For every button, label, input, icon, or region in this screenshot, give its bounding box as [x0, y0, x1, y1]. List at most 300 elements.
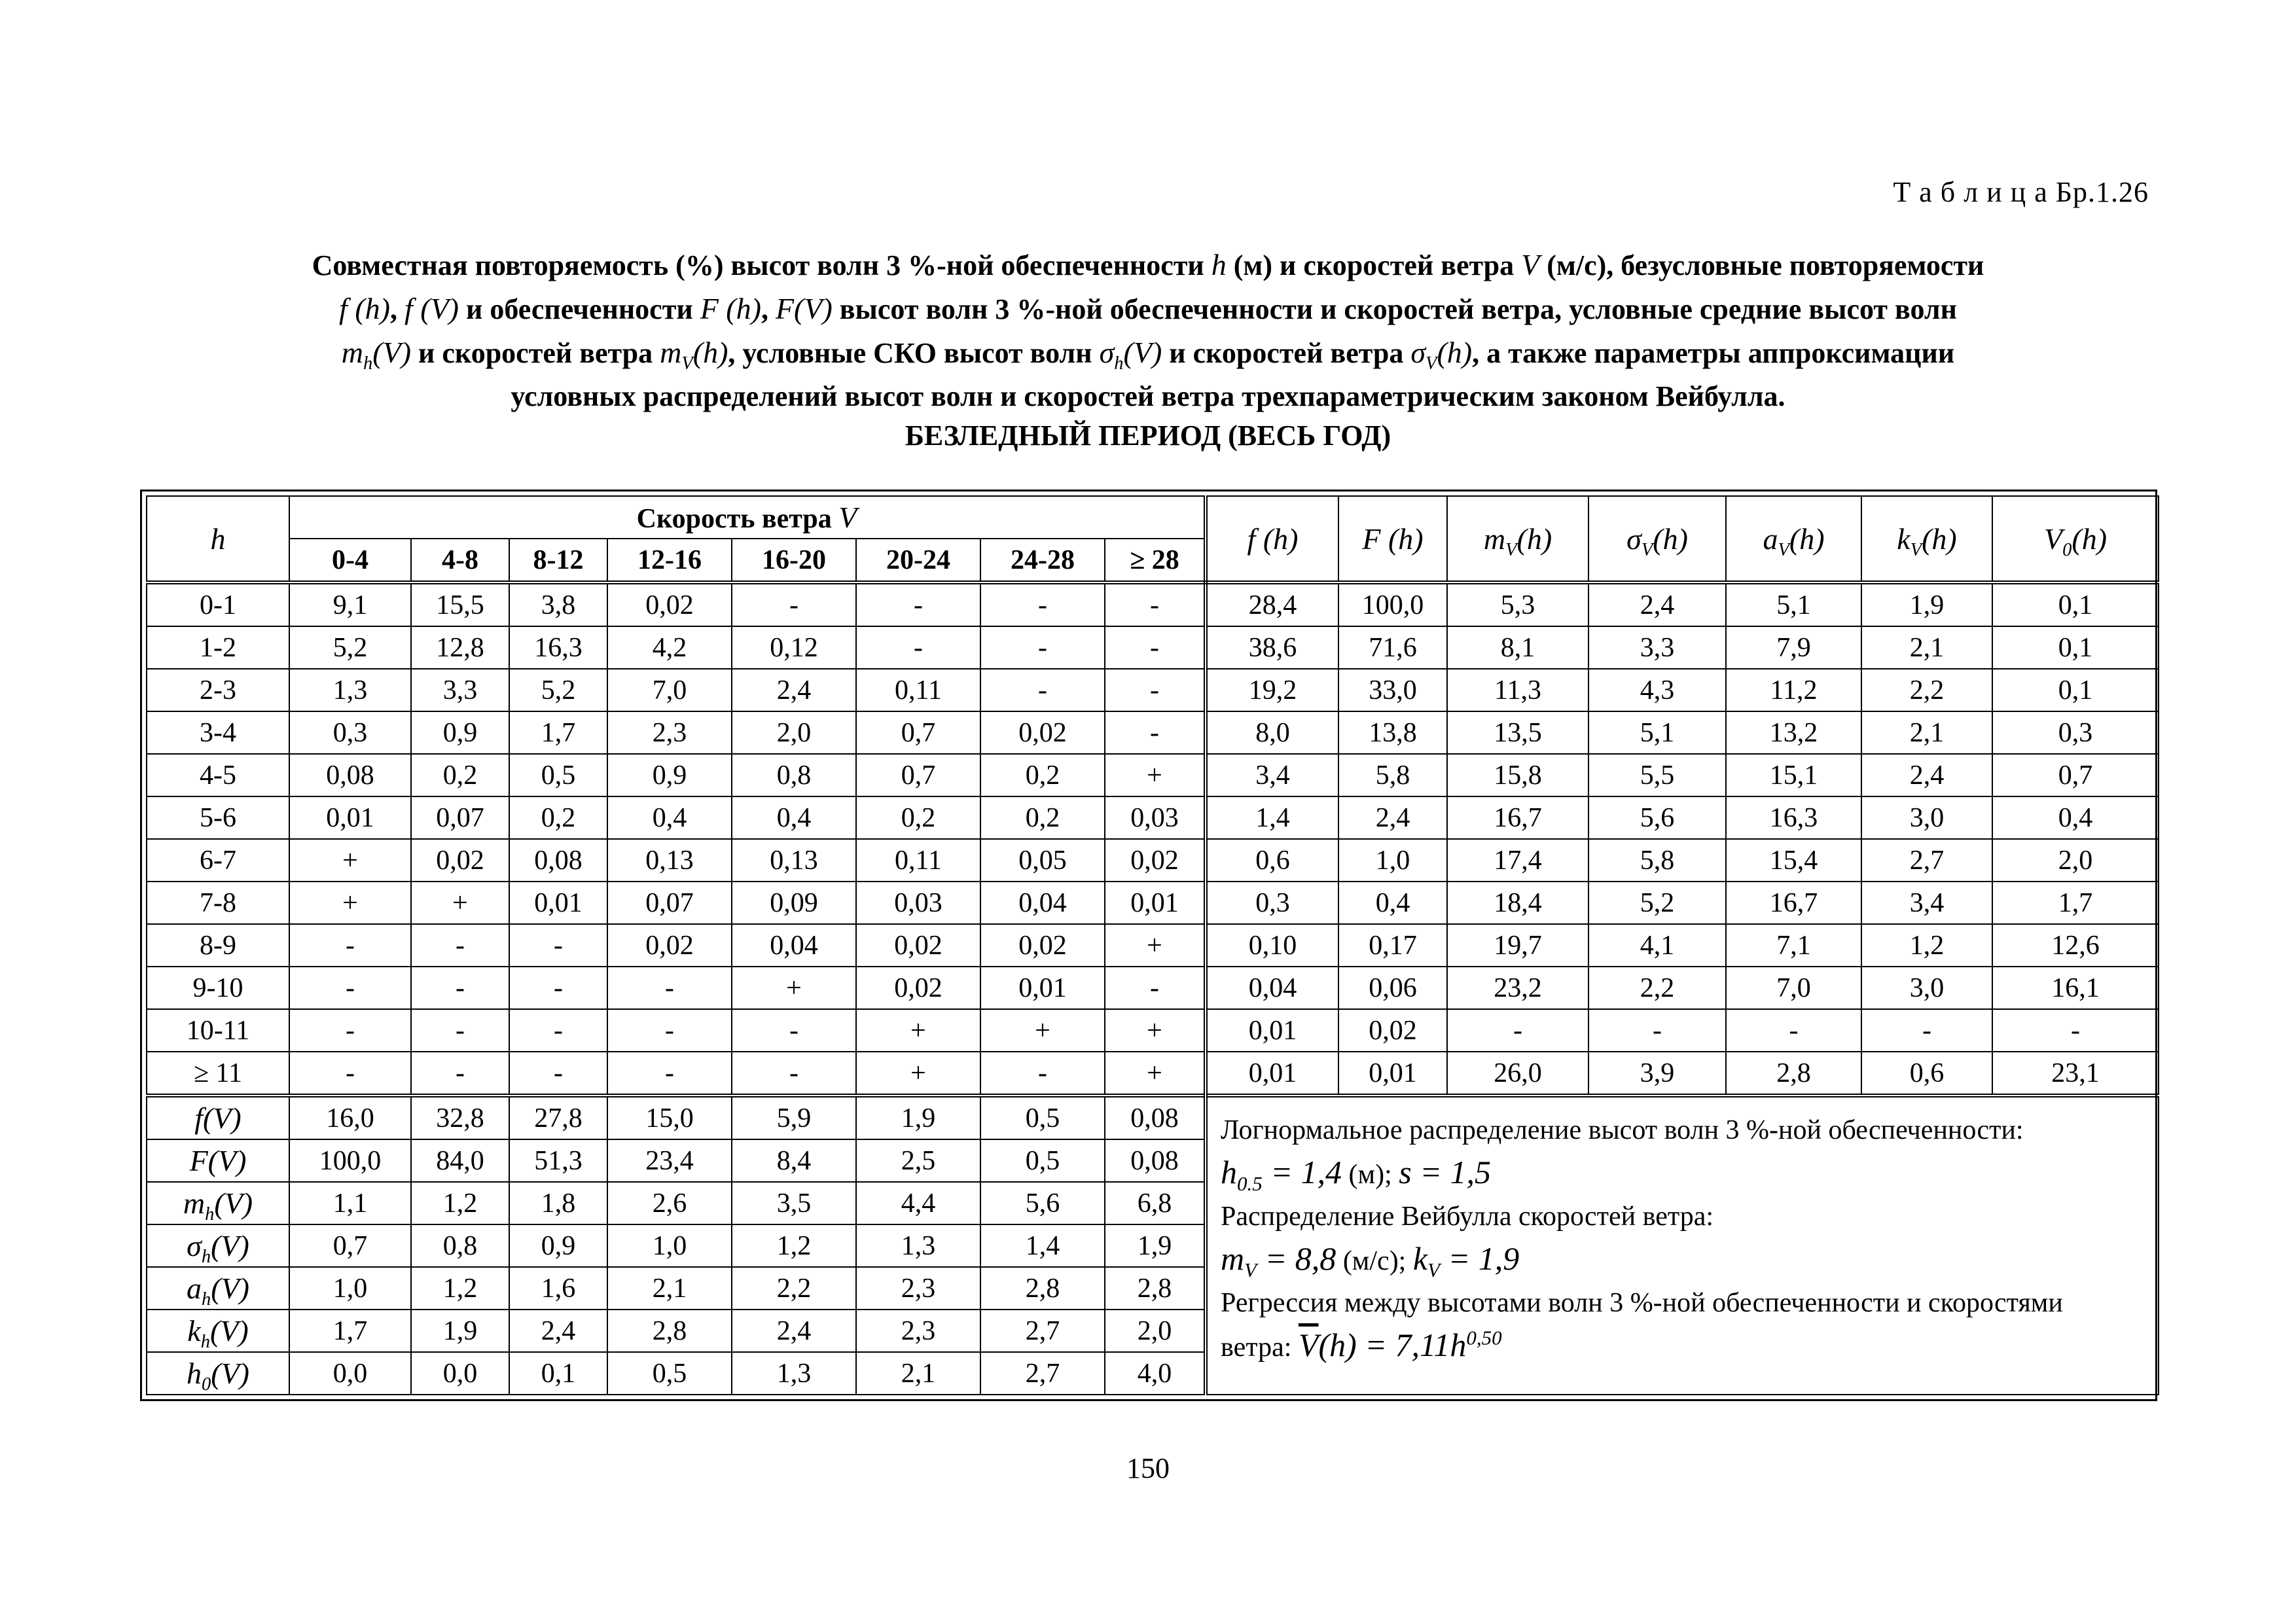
frequency-cell: 0,08	[289, 754, 411, 796]
h-range-cell: ≥ 11	[147, 1052, 289, 1096]
stat-cell: 5,8	[1338, 754, 1447, 796]
speed-stat-cell: 1,8	[509, 1182, 607, 1224]
table-row	[147, 967, 2159, 1009]
frequency-cell: -	[1105, 967, 1206, 1009]
frequency-cell: 0,02	[607, 582, 732, 626]
stat-cell: 0,01	[1206, 1009, 1338, 1052]
stat-cell: 2,1	[1861, 626, 1992, 669]
table-row	[147, 1052, 2159, 1096]
stat-cell: 2,4	[1338, 796, 1447, 839]
speed-stat-cell: 27,8	[509, 1096, 607, 1139]
frequency-cell: -	[607, 1009, 732, 1052]
speed-stat-cell: 0,08	[1105, 1139, 1206, 1182]
stat-cell: 7,9	[1726, 626, 1861, 669]
h-range-cell: 9-10	[147, 967, 289, 1009]
frequency-cell: 0,12	[732, 626, 856, 669]
frequency-cell: -	[607, 1052, 732, 1096]
frequency-cell: -	[411, 1009, 509, 1052]
frequency-cell: 3,8	[509, 582, 607, 626]
stat-cell: 0,6	[1206, 839, 1338, 882]
h-range-cell: 1-2	[147, 626, 289, 669]
stat-cell: 2,2	[1588, 967, 1726, 1009]
speed-stat-cell: 0,5	[607, 1352, 732, 1395]
stat-cell: 0,3	[1992, 711, 2159, 754]
stat-cell: 3,0	[1861, 967, 1992, 1009]
frequency-cell: 0,7	[856, 754, 980, 796]
frequency-cell: 0,11	[856, 669, 980, 711]
h-range-cell: 7-8	[147, 882, 289, 924]
speed-stat-cell: 1,9	[411, 1310, 509, 1352]
speed-stat-cell: 2,4	[732, 1310, 856, 1352]
stat-header-1: F (h)	[1338, 496, 1447, 582]
speed-stat-cell: 0,5	[980, 1139, 1105, 1182]
frequency-cell: 1,7	[509, 711, 607, 754]
speed-stat-label: $a_h(V)$	[147, 1267, 289, 1310]
table-row	[147, 882, 2159, 924]
speed-stat-row	[147, 1096, 2159, 1139]
speed-stat-cell: 0,9	[509, 1224, 607, 1267]
frequency-cell: 0,03	[1105, 796, 1206, 839]
speed-stat-cell: 1,6	[509, 1267, 607, 1310]
frequency-cell: -	[607, 967, 732, 1009]
speed-stat-cell: 0,08	[1105, 1096, 1206, 1139]
frequency-cell: 0,8	[732, 754, 856, 796]
stat-cell: 0,6	[1861, 1052, 1992, 1096]
frequency-cell: 2,3	[607, 711, 732, 754]
stat-cell: 0,01	[1206, 1052, 1338, 1096]
speed-stat-label: F(V)	[147, 1139, 289, 1182]
speed-stat-cell: 4,0	[1105, 1352, 1206, 1395]
frequency-cell: 16,3	[509, 626, 607, 669]
frequency-cell: -	[411, 924, 509, 967]
frequency-cell: 4,2	[607, 626, 732, 669]
approximation-summary	[1206, 1096, 2159, 1395]
frequency-cell: 0,9	[411, 711, 509, 754]
h-range-cell: 5-6	[147, 796, 289, 839]
stat-cell: 2,2	[1861, 669, 1992, 711]
h-range-cell: 0-1	[147, 582, 289, 626]
speed-stat-label: $m_h(V)$	[147, 1182, 289, 1224]
stat-cell: 0,17	[1338, 924, 1447, 967]
frequency-cell: 0,04	[732, 924, 856, 967]
stat-cell: 0,1	[1992, 669, 2159, 711]
table-caption	[131, 243, 2165, 454]
speed-stat-cell: 100,0	[289, 1139, 411, 1182]
frequency-cell: 0,02	[980, 924, 1105, 967]
frequency-cell: -	[980, 582, 1105, 626]
stat-cell: 33,0	[1338, 669, 1447, 711]
stat-cell: 1,9	[1861, 582, 1992, 626]
frequency-cell: 0,04	[980, 882, 1105, 924]
table-row	[147, 796, 2159, 839]
stat-cell: 0,10	[1206, 924, 1338, 967]
frequency-cell: 0,02	[856, 967, 980, 1009]
stat-header-3: $\sigma_V(h)$	[1588, 496, 1726, 582]
stat-cell: 5,2	[1588, 882, 1726, 924]
h-range-cell: 4-5	[147, 754, 289, 796]
speed-stat-label: f(V)	[147, 1096, 289, 1139]
stat-cell: 8,1	[1447, 626, 1588, 669]
stat-cell: 71,6	[1338, 626, 1447, 669]
frequency-cell: -	[1105, 626, 1206, 669]
speed-stat-cell: 2,0	[1105, 1310, 1206, 1352]
h-range-cell: 10-11	[147, 1009, 289, 1052]
frequency-cell: +	[289, 882, 411, 924]
stat-cell: 8,0	[1206, 711, 1338, 754]
stat-cell: 4,1	[1588, 924, 1726, 967]
stat-cell: 2,4	[1861, 754, 1992, 796]
stat-cell: 0,4	[1338, 882, 1447, 924]
speed-stat-cell: 2,7	[980, 1310, 1105, 1352]
speed-stat-cell: 0,0	[411, 1352, 509, 1395]
table-row	[147, 711, 2159, 754]
frequency-cell: 0,02	[411, 839, 509, 882]
speed-stat-cell: 2,3	[856, 1267, 980, 1310]
speed-stat-cell: 6,8	[1105, 1182, 1206, 1224]
stat-header-2: $m_V(h)$	[1447, 496, 1588, 582]
stat-cell: 5,1	[1726, 582, 1861, 626]
frequency-cell: 0,4	[607, 796, 732, 839]
stat-cell: 16,7	[1447, 796, 1588, 839]
stat-cell: 2,0	[1992, 839, 2159, 882]
speed-stat-cell: 23,4	[607, 1139, 732, 1182]
speed-bin-header: 12-16	[607, 539, 732, 582]
h-column-header: h	[147, 496, 289, 582]
speed-bin-header: 8-12	[509, 539, 607, 582]
frequency-cell: 0,07	[411, 796, 509, 839]
frequency-cell: -	[289, 967, 411, 1009]
frequency-cell: 2,0	[732, 711, 856, 754]
lognormal-params: $h_{0.5} = 1,4$ (м); s = 1,5	[1221, 1154, 1491, 1195]
table-row	[147, 582, 2159, 626]
speed-stat-cell: 2,4	[509, 1310, 607, 1352]
stat-cell: -	[1588, 1009, 1726, 1052]
speed-stat-cell: 1,0	[607, 1224, 732, 1267]
table-row	[147, 1009, 2159, 1052]
speed-stat-cell: 2,3	[856, 1310, 980, 1352]
frequency-cell: 5,2	[509, 669, 607, 711]
stat-cell: 5,5	[1588, 754, 1726, 796]
stat-cell: 0,06	[1338, 967, 1447, 1009]
frequency-cell: -	[980, 1052, 1105, 1096]
speed-stat-cell: 2,6	[607, 1182, 732, 1224]
frequency-cell: -	[509, 924, 607, 967]
stat-cell: 28,4	[1206, 582, 1338, 626]
weibull-title: Распределение Вейбулла скоростей ветра:	[1221, 1202, 1714, 1232]
frequency-cell: 7,0	[607, 669, 732, 711]
stat-cell: 1,0	[1338, 839, 1447, 882]
stat-cell: 5,6	[1588, 796, 1726, 839]
frequency-cell: -	[509, 1052, 607, 1096]
stat-header-6: $V_0(h)$	[1992, 496, 2159, 582]
speed-stat-label: $h_0(V)$	[147, 1352, 289, 1395]
lognormal-title: Логнормальное распределение высот волн 3 %-ной обеспеченности:	[1221, 1115, 2024, 1145]
table-row	[147, 626, 2159, 669]
speed-stat-cell: 1,9	[856, 1096, 980, 1139]
frequency-cell: +	[289, 839, 411, 882]
table-row	[147, 839, 2159, 882]
frequency-cell: -	[1105, 582, 1206, 626]
speed-stat-cell: 2,7	[980, 1352, 1105, 1395]
frequency-cell: -	[1105, 669, 1206, 711]
frequency-cell: +	[980, 1009, 1105, 1052]
stat-cell: 4,3	[1588, 669, 1726, 711]
frequency-cell: 0,03	[856, 882, 980, 924]
frequency-cell: -	[509, 1009, 607, 1052]
stat-cell: 1,7	[1992, 882, 2159, 924]
frequency-cell: 0,13	[607, 839, 732, 882]
regression-title: Регрессия между высотами волн 3 %-ной обеспеченности и скоростями	[1221, 1288, 2063, 1318]
stat-cell: -	[1861, 1009, 1992, 1052]
stat-cell: 5,3	[1447, 582, 1588, 626]
stat-cell: 3,4	[1861, 882, 1992, 924]
stat-cell: 3,4	[1206, 754, 1338, 796]
wave-wind-table-frame	[140, 490, 2157, 1401]
frequency-cell: +	[1105, 924, 1206, 967]
stat-cell: 23,1	[1992, 1052, 2159, 1096]
stat-cell: 3,3	[1588, 626, 1726, 669]
stat-cell: 11,2	[1726, 669, 1861, 711]
frequency-cell: +	[411, 882, 509, 924]
speed-stat-cell: 2,8	[1105, 1267, 1206, 1310]
frequency-cell: 0,7	[856, 711, 980, 754]
frequency-cell: +	[1105, 1052, 1206, 1096]
h-range-cell: 8-9	[147, 924, 289, 967]
speed-stat-cell: 0,5	[980, 1096, 1105, 1139]
speed-stat-cell: 2,8	[607, 1310, 732, 1352]
stat-cell: 0,1	[1992, 582, 2159, 626]
stat-cell: 7,1	[1726, 924, 1861, 967]
frequency-cell: -	[509, 967, 607, 1009]
speed-stat-label: $\sigma_h(V)$	[147, 1224, 289, 1267]
stat-cell: 0,3	[1206, 882, 1338, 924]
frequency-cell: 0,4	[732, 796, 856, 839]
frequency-cell: 0,07	[607, 882, 732, 924]
speed-stat-cell: 0,7	[289, 1224, 411, 1267]
stat-cell: 13,2	[1726, 711, 1861, 754]
table-row	[147, 669, 2159, 711]
stat-cell: 2,1	[1861, 711, 1992, 754]
speed-stat-cell: 0,8	[411, 1224, 509, 1267]
stat-cell: 2,4	[1588, 582, 1726, 626]
stat-cell: 5,1	[1588, 711, 1726, 754]
wave-wind-table	[146, 495, 2159, 1395]
frequency-cell: 2,4	[732, 669, 856, 711]
frequency-cell: 15,5	[411, 582, 509, 626]
table-row	[147, 754, 2159, 796]
stat-cell: 0,02	[1338, 1009, 1447, 1052]
caption-line-1: Совместная повторяемость (%) высот волн 3 %-ной обеспеченности h (м) и скоростей ветра V (м/с), безусловные повторяемости	[312, 248, 1984, 281]
frequency-cell: 0,11	[856, 839, 980, 882]
frequency-cell: 0,9	[607, 754, 732, 796]
stat-cell: 12,6	[1992, 924, 2159, 967]
speed-stat-cell: 16,0	[289, 1096, 411, 1139]
stat-cell: 5,8	[1588, 839, 1726, 882]
speed-stat-cell: 0,1	[509, 1352, 607, 1395]
frequency-cell: 0,5	[509, 754, 607, 796]
header-row	[147, 496, 2159, 539]
speed-stat-cell: 32,8	[411, 1096, 509, 1139]
stat-cell: 11,3	[1447, 669, 1588, 711]
stat-header-4: $a_V(h)$	[1726, 496, 1861, 582]
frequency-cell: 0,2	[509, 796, 607, 839]
frequency-cell: -	[289, 1009, 411, 1052]
speed-stat-cell: 1,9	[1105, 1224, 1206, 1267]
speed-stat-cell: 1,2	[732, 1224, 856, 1267]
frequency-cell: 0,02	[1105, 839, 1206, 882]
caption-line-4: условных распределений высот волн и скоростей ветра трехпараметрическим законом Вейбулла.	[511, 380, 1785, 412]
frequency-cell: -	[856, 582, 980, 626]
stat-header-0: f (h)	[1206, 496, 1338, 582]
frequency-cell: 0,2	[980, 754, 1105, 796]
stat-cell: 19,7	[1447, 924, 1588, 967]
frequency-cell: 0,02	[607, 924, 732, 967]
speed-stat-cell: 1,4	[980, 1224, 1105, 1267]
speed-bin-header: 16-20	[732, 539, 856, 582]
stat-cell: 15,1	[1726, 754, 1861, 796]
speed-stat-cell: 1,3	[856, 1224, 980, 1267]
frequency-cell: 0,02	[856, 924, 980, 967]
frequency-cell: 0,2	[980, 796, 1105, 839]
frequency-cell: 9,1	[289, 582, 411, 626]
caption-line-3: $m_h(V)$ и скоростей ветра $m_V(h)$, условные СКО высот волн $\sigma_h(V)$ и скоростей ветра $\sigma_V(h)$, а также параметры аппроксимации	[341, 336, 1955, 374]
stat-cell: 0,1	[1992, 626, 2159, 669]
frequency-cell: 0,01	[1105, 882, 1206, 924]
frequency-cell: 0,01	[289, 796, 411, 839]
stat-cell: 0,4	[1992, 796, 2159, 839]
stat-cell: 16,3	[1726, 796, 1861, 839]
speed-stat-cell: 1,0	[289, 1267, 411, 1310]
stat-cell: 13,8	[1338, 711, 1447, 754]
stat-cell: 2,7	[1861, 839, 1992, 882]
stat-cell: 1,2	[1861, 924, 1992, 967]
stat-cell: 16,1	[1992, 967, 2159, 1009]
speed-stat-cell: 2,1	[856, 1352, 980, 1395]
weibull-params: $m_V = 8,8$ (м/с); $k_V = 1,9$	[1221, 1240, 1520, 1281]
speed-bin-header: 0-4	[289, 539, 411, 582]
frequency-cell: 0,01	[980, 967, 1105, 1009]
frequency-cell: +	[856, 1052, 980, 1096]
frequency-cell: -	[732, 1052, 856, 1096]
frequency-cell: -	[980, 669, 1105, 711]
speed-stat-cell: 51,3	[509, 1139, 607, 1182]
period-title: БЕЗЛЕДНЫЙ ПЕРИОД (ВЕСЬ ГОД)	[905, 419, 1391, 452]
stat-cell: 7,0	[1726, 967, 1861, 1009]
frequency-cell: 1,3	[289, 669, 411, 711]
stat-cell: 15,4	[1726, 839, 1861, 882]
stat-cell: 2,8	[1726, 1052, 1861, 1096]
frequency-cell: 0,08	[509, 839, 607, 882]
frequency-cell: -	[289, 1052, 411, 1096]
frequency-cell: +	[1105, 1009, 1206, 1052]
stat-cell: 23,2	[1447, 967, 1588, 1009]
stat-cell: -	[1726, 1009, 1861, 1052]
speed-stat-label: $k_h(V)$	[147, 1310, 289, 1352]
h-range-cell: 2-3	[147, 669, 289, 711]
regression-formula: ветра: $\overline{V}(h) = 7,11h^{0,50}$	[1221, 1326, 1502, 1363]
h-range-cell: 6-7	[147, 839, 289, 882]
stat-header-5: $k_V(h)$	[1861, 496, 1992, 582]
frequency-cell: 0,05	[980, 839, 1105, 882]
stat-cell: 17,4	[1447, 839, 1588, 882]
h-range-cell: 3-4	[147, 711, 289, 754]
stat-cell: -	[1992, 1009, 2159, 1052]
frequency-cell: 5,2	[289, 626, 411, 669]
frequency-cell: 0,09	[732, 882, 856, 924]
speed-stat-cell: 1,7	[289, 1310, 411, 1352]
stat-cell: 19,2	[1206, 669, 1338, 711]
speed-stat-cell: 15,0	[607, 1096, 732, 1139]
stat-cell: -	[1447, 1009, 1588, 1052]
stat-cell: 26,0	[1447, 1052, 1588, 1096]
speed-stat-cell: 2,1	[607, 1267, 732, 1310]
frequency-cell: -	[1105, 711, 1206, 754]
speed-bin-header: 4-8	[411, 539, 509, 582]
frequency-cell: +	[732, 967, 856, 1009]
page-number: 150	[1126, 1452, 1170, 1484]
frequency-cell: 0,01	[509, 882, 607, 924]
speed-stat-cell: 5,9	[732, 1096, 856, 1139]
frequency-cell: +	[856, 1009, 980, 1052]
frequency-cell: -	[856, 626, 980, 669]
frequency-cell: -	[732, 1009, 856, 1052]
speed-stat-cell: 2,5	[856, 1139, 980, 1182]
speed-stat-cell: 2,2	[732, 1267, 856, 1310]
speed-stat-cell: 5,6	[980, 1182, 1105, 1224]
speed-stat-cell: 1,1	[289, 1182, 411, 1224]
frequency-cell: -	[411, 1052, 509, 1096]
speed-stat-cell: 0,0	[289, 1352, 411, 1395]
caption-line-2: f (h), f (V) и обеспеченности F (h), F(V) высот волн 3 %-ной обеспеченности и скоростей ветра, условные средние высот волн	[339, 292, 1957, 325]
wind-speed-header: Скорость ветра V	[289, 496, 1206, 539]
frequency-cell: -	[732, 582, 856, 626]
stat-cell: 13,5	[1447, 711, 1588, 754]
frequency-cell: 0,13	[732, 839, 856, 882]
stat-cell: 15,8	[1447, 754, 1588, 796]
frequency-cell: 0,02	[980, 711, 1105, 754]
stat-cell: 0,7	[1992, 754, 2159, 796]
stat-cell: 3,9	[1588, 1052, 1726, 1096]
speed-bin-header: 20-24	[856, 539, 980, 582]
speed-stat-cell: 1,3	[732, 1352, 856, 1395]
frequency-cell: -	[411, 967, 509, 1009]
speed-stat-cell: 8,4	[732, 1139, 856, 1182]
frequency-cell: 0,3	[289, 711, 411, 754]
stat-cell: 18,4	[1447, 882, 1588, 924]
stat-cell: 0,04	[1206, 967, 1338, 1009]
speed-stat-cell: 3,5	[732, 1182, 856, 1224]
frequency-cell: -	[289, 924, 411, 967]
table-reference: Т а б л и ц а Бр.1.26	[1893, 176, 2149, 208]
frequency-cell: -	[980, 626, 1105, 669]
stat-cell: 3,0	[1861, 796, 1992, 839]
frequency-cell: 3,3	[411, 669, 509, 711]
frequency-cell: 0,2	[411, 754, 509, 796]
speed-bin-header: ≥ 28	[1105, 539, 1206, 582]
speed-stat-cell: 1,2	[411, 1182, 509, 1224]
speed-stat-cell: 2,8	[980, 1267, 1105, 1310]
speed-stat-cell: 4,4	[856, 1182, 980, 1224]
stat-cell: 16,7	[1726, 882, 1861, 924]
speed-stat-cell: 84,0	[411, 1139, 509, 1182]
table-row	[147, 924, 2159, 967]
stat-cell: 100,0	[1338, 582, 1447, 626]
stat-cell: 38,6	[1206, 626, 1338, 669]
stat-cell: 1,4	[1206, 796, 1338, 839]
frequency-cell: 12,8	[411, 626, 509, 669]
stat-cell: 0,01	[1338, 1052, 1447, 1096]
frequency-cell: +	[1105, 754, 1206, 796]
